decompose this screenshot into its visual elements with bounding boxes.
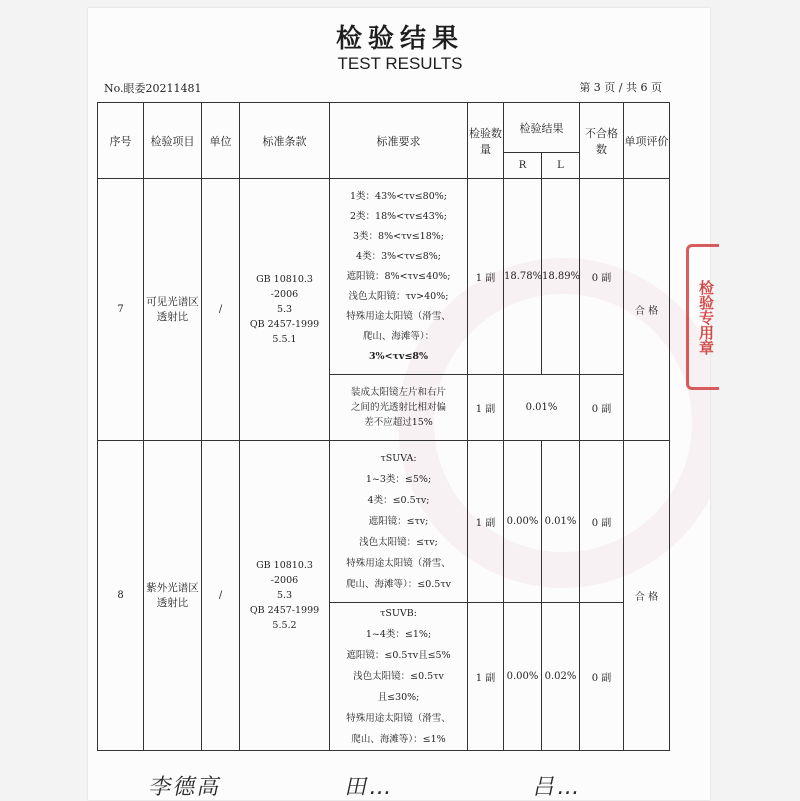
row8-result-r-a: 0.00% xyxy=(504,441,542,603)
page-indicator: 第 3 页 / 共 6 页 xyxy=(579,81,662,94)
row8-standard-line: GB 10810.3 xyxy=(256,560,313,571)
header-requirement: 标准要求 xyxy=(330,103,468,179)
header-quantity: 检验数量 xyxy=(468,103,504,179)
row7-requirement-b xyxy=(330,375,468,441)
requirement-line: 1类：43%<τv≤80%; xyxy=(349,190,448,202)
results-table xyxy=(97,102,670,751)
row8-result-r-b: 0.00% xyxy=(504,603,542,751)
requirement-line: τSUVA: xyxy=(380,453,417,464)
requirement-line: 差不应超过15% xyxy=(364,417,433,428)
requirement-line: 爬山、海滩等）：≤0.5τv xyxy=(346,579,451,590)
row7-result-l: 18.89% xyxy=(542,179,580,375)
row7-fail-b: 0 副 xyxy=(580,375,624,441)
requirement-line: 特殊用途太阳镜（滑雪、 xyxy=(346,310,451,322)
requirement-line: 3类：8%<τv≤18%; xyxy=(353,230,444,242)
header-seq: 序号 xyxy=(98,103,144,179)
header-fail-count: 不合格数 xyxy=(580,103,624,179)
requirement-line: 且≤30%; xyxy=(377,692,420,703)
row7-standard-line: GB 10810.3 xyxy=(256,274,313,285)
requirement-line: 遮阳镜：≤τv; xyxy=(368,516,429,527)
red-stamp xyxy=(686,244,719,390)
row8-result-l-a: 0.01% xyxy=(542,441,580,603)
document-number: No.眼委20211481 xyxy=(104,82,202,95)
stamp-text: 检验专用章 xyxy=(697,279,715,355)
page-subtitle: TEST RESULTS xyxy=(337,54,463,73)
row8-quantity-b: 1 副 xyxy=(468,603,504,751)
row8-standard-line: QB 2457-1999 xyxy=(249,605,320,616)
requirement-line: 装成太阳镜左片和右片 xyxy=(350,387,446,398)
requirement-line: 爬山、海滩等）：≤1% xyxy=(351,734,446,745)
requirement-line: 之间的光透射比相对偏 xyxy=(350,402,446,413)
row8-unit: / xyxy=(202,441,240,751)
page-title: 检验结果 xyxy=(335,24,464,54)
row8-item: 紫外光谱区透射比 xyxy=(144,441,202,751)
row7-evaluation: 合 格 xyxy=(624,179,670,441)
row8-standard-line: -2006 xyxy=(270,575,299,586)
row7-seq: 7 xyxy=(98,179,144,441)
row7-quantity-a: 1 副 xyxy=(468,179,504,375)
row8-seq: 8 xyxy=(98,441,144,751)
requirement-line: 浅色太阳镜：τv>40%; xyxy=(348,290,449,302)
requirement-line: 浅色太阳镜：≤τv; xyxy=(359,537,438,548)
requirement-line: 2类：18%<τv≤43%; xyxy=(349,210,448,222)
row8-fail-b: 0 副 xyxy=(580,603,624,751)
row7-fail-a: 0 副 xyxy=(580,179,624,375)
header-result: 检验结果 xyxy=(504,103,580,153)
requirement-line: 1~3类：≤5%; xyxy=(365,474,432,485)
header-evaluation: 单项评价 xyxy=(624,103,670,179)
row7-standard-line: QB 2457-1999 xyxy=(249,319,320,330)
header-unit: 单位 xyxy=(202,103,240,179)
row7-standard xyxy=(240,179,330,441)
signature-row xyxy=(88,766,710,800)
reviewer-signature: 田… xyxy=(342,775,397,800)
header-standard: 标准条款 xyxy=(240,103,330,179)
row8-standard xyxy=(240,441,330,751)
requirement-line: 1~4类：≤1%; xyxy=(365,629,432,640)
row8-requirement-b xyxy=(330,603,468,751)
row8-result-l-b: 0.02% xyxy=(542,603,580,751)
row8-standard-line: 5.5.2 xyxy=(272,620,297,631)
row8-quantity-a: 1 副 xyxy=(468,441,504,603)
header-r: R xyxy=(504,153,542,179)
header-l: L xyxy=(542,153,580,179)
row7-requirement-a xyxy=(330,179,468,375)
header-item: 检验项目 xyxy=(144,103,202,179)
requirement-line: 特殊用途太阳镜（滑雪、 xyxy=(346,713,451,724)
row7-standard-line: 5.3 xyxy=(276,304,293,315)
row8-evaluation: 合 格 xyxy=(624,441,670,751)
tester-signature: 吕… xyxy=(530,775,585,800)
row8-standard-line: 5.3 xyxy=(276,590,293,601)
requirement-line: τSUVB: xyxy=(380,608,417,619)
requirement-line: 4类：3%<τv≤8%; xyxy=(356,250,441,262)
requirement-line: 爬山、海滩等）： xyxy=(362,330,435,342)
row7-standard-line: -2006 xyxy=(270,289,299,300)
row7-item: 可见光谱区透射比 xyxy=(144,179,202,441)
requirement-line: 遮阳镜：≤0.5τv且≤5% xyxy=(346,650,451,661)
row7-result-r: 18.78% xyxy=(504,179,542,375)
requirement-line: 4类：≤0.5τv; xyxy=(367,495,430,506)
requirement-line: 3%<τv≤8% xyxy=(368,350,429,362)
row8-requirement-a xyxy=(330,441,468,603)
approver-signature: 李德高 xyxy=(146,775,225,800)
requirement-line: 浅色太阳镜：≤0.5τv xyxy=(353,671,444,682)
requirement-line: 特殊用途太阳镜（滑雪、 xyxy=(346,558,451,569)
row8-fail-a: 0 副 xyxy=(580,441,624,603)
row7-unit: / xyxy=(202,179,240,441)
row7-result-combined: 0.01% xyxy=(504,375,580,441)
row7-standard-line: 5.5.1 xyxy=(272,334,297,345)
row7-quantity-b: 1 副 xyxy=(468,375,504,441)
requirement-line: 遮阳镜：8%<τv≤40%; xyxy=(346,270,451,282)
